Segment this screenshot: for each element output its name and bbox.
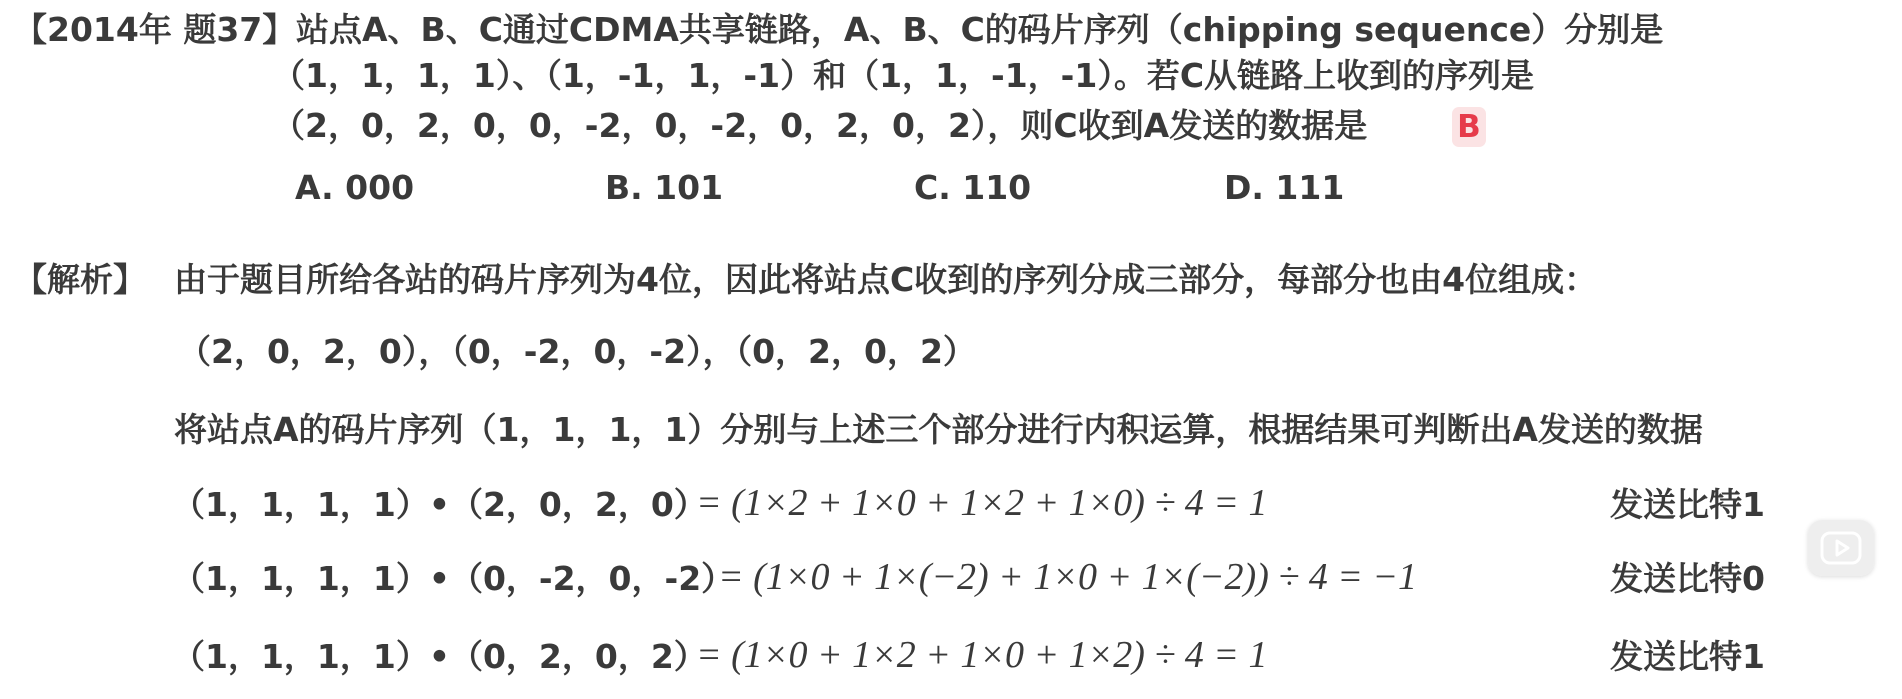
- play-icon: [1819, 528, 1863, 568]
- question-line-3: （2，0，2，0，0，-2，0，-2，0，2，0，2），则C收到A发送的数据是: [272, 106, 1368, 145]
- option-c: C. 110: [914, 168, 1032, 207]
- option-a: A. 000: [295, 168, 415, 207]
- answer-badge: B: [1452, 107, 1486, 147]
- calc-row-3-expr: = (1×0 + 1×2 + 1×0 + 1×2) ÷ 4 = 1: [696, 634, 1268, 676]
- calc-row-3-lhs: （1，1，1，1）•（0，2，0，2）: [172, 637, 707, 676]
- calc-row-2-result: 发送比特0: [1610, 559, 1765, 598]
- calc-row-1-lhs: （1，1，1，1）•（2，0，2，0）: [172, 485, 707, 524]
- question-line-2: （1，1，1，1）、（1，-1，1，-1）和（1，1，-1，-1）。若C从链路上收到的序列是: [272, 56, 1535, 95]
- calc-row-2-expr: = (1×0 + 1×(−2) + 1×0 + 1×(−2)) ÷ 4 = −1: [718, 556, 1417, 598]
- analysis-intro: 由于题目所给各站的码片序列为4位，因此将站点C收到的序列分成三部分，每部分也由4位组成：: [174, 260, 1598, 299]
- question-line-1: 站点A、B、C通过CDMA共享链路，A、B、C的码片序列（chipping sequence）分别是: [296, 10, 1664, 49]
- calc-row-1-expr: = (1×2 + 1×0 + 1×2 + 1×0) ÷ 4 = 1: [696, 482, 1268, 524]
- play-button[interactable]: [1808, 520, 1874, 576]
- analysis-tag: 【解析】: [14, 260, 146, 299]
- calc-row-1-result: 发送比特1: [1610, 485, 1765, 524]
- calc-row-3-result: 发送比特1: [1610, 637, 1765, 676]
- option-d: D. 111: [1224, 168, 1345, 207]
- question-tag: 【2014年 题37】: [14, 10, 296, 49]
- analysis-method: 将站点A的码片序列（1，1，1，1）分别与上述三个部分进行内积运算，根据结果可判断出A发送的数据: [174, 410, 1703, 449]
- option-b: B. 101: [605, 168, 724, 207]
- calc-row-2-lhs: （1，1，1，1）•（0，-2，0，-2）: [172, 559, 735, 598]
- analysis-parts: （2，0，2，0），（0，-2，0，-2），（0，2，0，2）: [178, 332, 976, 371]
